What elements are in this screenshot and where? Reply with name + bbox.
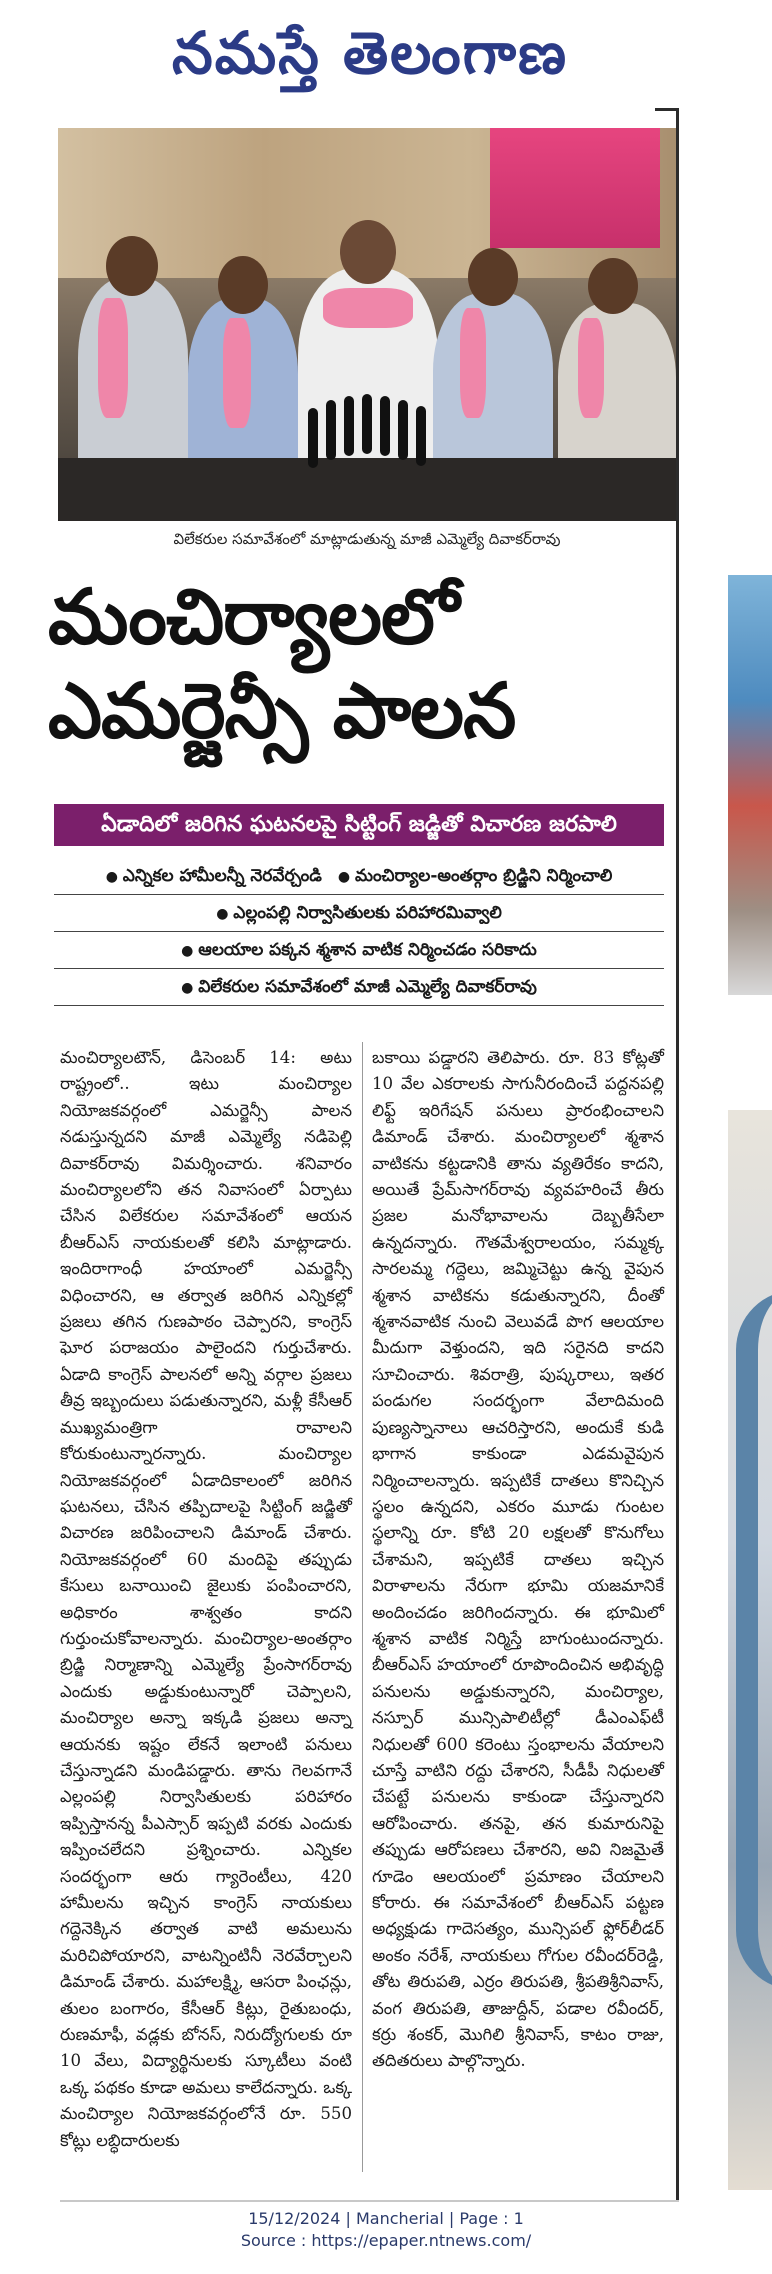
bullet-item: ● విలేకరుల సమావేశంలో మాజీ ఎమ్మెల్యే దివాకర్‌రావు	[181, 969, 537, 1005]
article-column-right: బకాయి పడ్డారని తెలిపారు. రూ. 83 కోట్లతో 10 వేల ఎకరాలకు సాగునీరందించే పద్దనపల్లి లిఫ్ట్ ఇరిగేషన్ పనులు ప్రారంభించాలని డిమాండ్ చేశారు. మంచిర్యాలలో శ్మశాన వాటికను కట్టడానికి తాను వ్యతిరేకం కాదని, అయితే ప్రేమ్‌సాగర్‌రావు వ్యవహరించే తీరు ప్రజల మనోభావాలను దెబ్బతీసేలా ఉన్నదన్నారు. గౌతమేశ్వరాలయం, సమ్మక్క సారలమ్మ గద్దెలు, జమ్మిచెట్టు ఉన్న వైపున శ్మశాన వాటికను కడుతున్నారని, దీంతో శ్మశానవాటిక నుంచి వెలువడే పొగ ఆలయాల మీదుగా వెళ్తుందని, ఇది సరైనది కాదని సూచించారు. శివరాత్రి, పుష్కరాలు, ఇతర పండుగల సందర్భంగా వేలాదిమంది పుణ్యస్నానాలు ఆచరిస్తారని, అందుకే కుడి భాగాన కాకుండా ఎడమవైపున నిర్మించాలన్నారు. ఇప్పటికే దాతలు కొనిచ్చిన స్థలం ఉన్నదని, ఎకరం మూడు గుంటల స్థలాన్ని రూ. కోటి 20 లక్షలతో కొనుగోలు చేశామని, ఇప్పటికే దాతలు ఇచ్చిన విరాళాలను నేరుగా భూమి యజమానికే అందించడం జరిగిందన్నారు. ఈ భూమిలో శ్మశాన వాటిక నిర్మిస్తే బాగుంటుందన్నారు. బీఆర్‌ఎస్ హయాంలో రూపొందించిన అభివృద్ధి పనులను అడ్డుకున్నారని, మంచిర్యాల, నస్పూర్ మున్సిపాలిటీల్లో డీఎంఎఫ్‌టీ నిధులతో 600 కరెంటు స్తంభాలను వేయాలని చూస్తే వాటిని రద్దు చేశారని, సీడీపీ నిధులతో చేపట్టే పనులను కాకుండా చేస్తున్నారని ఆరోపించారు. తనపై, తన కుమారునిపై తప్పుడు ఆరోపణలు చేశారని, అవి నిజమైతే గూడెం ఆలయంలో ప్రమాణం చేయాలని కోరారు. ఈ సమావేశంలో బీఆర్‌ఎస్ పట్టణ అధ్యక్షుడు గాదెసత్యం, మున్సిపల్ ఫ్లోర్‌లీడర్ అంకం నరేశ్, నాయకులు గోగుల రవీందర్‌రెడ్డి, తోట తిరుపతి, ఎర్రం తిరుపతి, శ్రీపతిశ్రీనివాస్, వంగ తిరుపతి, తాజుద్దీన్, పడాల రవీందర్, కర్రు శంకర్, మొగిలి శ్రీనివాస్, కాటం రాజు, తదితరులు పాల్గొన్నారు.	[372, 1048, 664, 2071]
party-banner	[490, 128, 660, 248]
column-divider	[362, 1042, 363, 2172]
bullet-row	[54, 858, 664, 895]
subheadline-bar: ఏడాదిలో జరిగిన ఘటనలపై సిట్టింగ్ జడ్జితో విచారణ జరపాలి	[54, 804, 664, 846]
bullet-item: ● ఆలయాల పక్కన శ్మశాన వాటిక నిర్మించడం సరికాదు	[181, 932, 537, 968]
newspaper-title: నమస్తే తెలంగాణ	[172, 19, 568, 87]
bullet-item: ● మంచిర్యాల-అంతర్గాం బ్రిడ్జిని నిర్మించాలి	[338, 858, 612, 894]
clipping-footer	[0, 2208, 772, 2252]
source-link[interactable]: Source : https://epaper.ntnews.com/	[240, 2231, 532, 2250]
edition-info: 15/12/2024 | Mancherial | Page : 1	[248, 2209, 524, 2228]
bullet-row	[54, 895, 664, 932]
highlight-bullets	[54, 858, 664, 1006]
headline-line-2: ఎమర్జెన్సీ పాలన	[48, 666, 516, 755]
press-meet-photo	[58, 128, 676, 521]
bullet-row	[54, 969, 664, 1006]
bullet-row	[54, 932, 664, 969]
headline	[48, 570, 678, 758]
adjacent-graphic-strip	[728, 1110, 772, 2190]
headline-line-1: మంచిర్యాలలో	[48, 572, 459, 661]
clipping-frame-bottom	[60, 2200, 679, 2202]
masthead	[60, 8, 680, 98]
clipping-frame-right	[676, 108, 679, 2202]
adjacent-photo-strip	[728, 575, 772, 995]
article-column-left: మంచిర్యాలటౌన్, డిసెంబర్ 14: అటు రాష్ట్రంలో.. ఇటు మంచిర్యాల నియోజకవర్గంలో ఎమర్జెన్సీ పాలన నడుస్తున్నదని మాజీ ఎమ్మెల్యే నడిపెల్లి దివాకర్‌రావు విమర్శించారు. శనివారం మంచిర్యాలలోని తన నివాసంలో ఏర్పాటు చేసిన విలేకరుల సమావేశంలో ఆయన బీఆర్‌ఎస్ నాయకులతో కలిసి మాట్లాడారు. ఇందిరాగాంధీ హయాంలో ఎమర్జెన్సీ విధించారని, ఆ తర్వాత జరిగిన ఎన్నికల్లో ప్రజలు తగిన గుణపాఠం చెప్పారని, కాంగ్రెస్ ఘోర పరాజయం పాలైందని గుర్తుచేశారు. ఏడాది కాంగ్రెస్ పాలనలో అన్ని వర్గాల ప్రజలు తీవ్ర ఇబ్బందులు పడుతున్నారని, మళ్లీ కేసీఆర్ ముఖ్యమంత్రిగా రావాలని కోరుకుంటున్నారన్నారు. మంచిర్యాల నియోజకవర్గంలో ఏడాదికాలంలో జరిగిన ఘటనలు, చేసిన తప్పిదాలపై సిట్టింగ్ జడ్జితో విచారణ జరిపించాలని డిమాండ్ చేశారు. నియోజకవర్గంలో 60 మందిపై తప్పుడు కేసులు బనాయించి జైలుకు పంపించారని, అధికారం శాశ్వతం కాదని గుర్తుంచుకోవాలన్నారు. మంచిర్యాల-అంతర్గాం బ్రిడ్జి నిర్మాణాన్ని ఎమ్మెల్యే ప్రేంసాగర్‌రావు ఎందుకు అడ్డుకుంటున్నారో చెప్పాలని, మంచిర్యాల అన్నా ఇక్కడి ప్రజలు అన్నా ఆయనకు ఇష్టం లేకనే ఇలాంటి పనులు చేస్తున్నాడని మండిపడ్డారు. తాను గెలవగానే ఎల్లంపల్లి నిర్వాసితులకు పరిహారం ఇప్పిస్తానన్న పీఎస్సార్ ఇప్పటి వరకు ఎందుకు ఇప్పించలేదని ప్రశ్నించారు. ఎన్నికల సందర్భంగా ఆరు గ్యారెంటీలు, 420 హామీలను ఇచ్చిన కాంగ్రెస్ నాయకులు గద్దెనెక్కిన తర్వాత వాటి అమలును మరిచిపోయారని, వాటన్నింటినీ నెరవేర్చాలని డిమాండ్ చేశారు. మహాలక్ష్మి, ఆసరా పింఛన్లు, తులం బంగారం, కేసీఆర్ కిట్లు, రైతుబంధు, రుణమాఫీ, వడ్లకు బోనస్, నిరుద్యోగులకు రూ 10 వేలు, విద్యార్థినులకు స్కూటీలు వంటి ఒక్క పథకం కూడా అమలు కాలేదన్నారు. ఒక్క మంచిర్యాల నియోజకవర్గంలోనే రూ. 550 కోట్లు లబ్ధిదారులకు	[60, 1048, 352, 2150]
bullet-item: ● ఎల్లంపల్లి నిర్వాసితులకు పరిహారమివ్వాలి	[216, 895, 502, 931]
photo-caption: విలేకరుల సమావేశంలో మాట్లాడుతున్న మాజీ ఎమ్మెల్యే దివాకర్‌రావు	[173, 530, 561, 548]
bullet-item: ● ఎన్నికల హామీలన్నీ నెరవేర్చండి	[106, 858, 322, 894]
